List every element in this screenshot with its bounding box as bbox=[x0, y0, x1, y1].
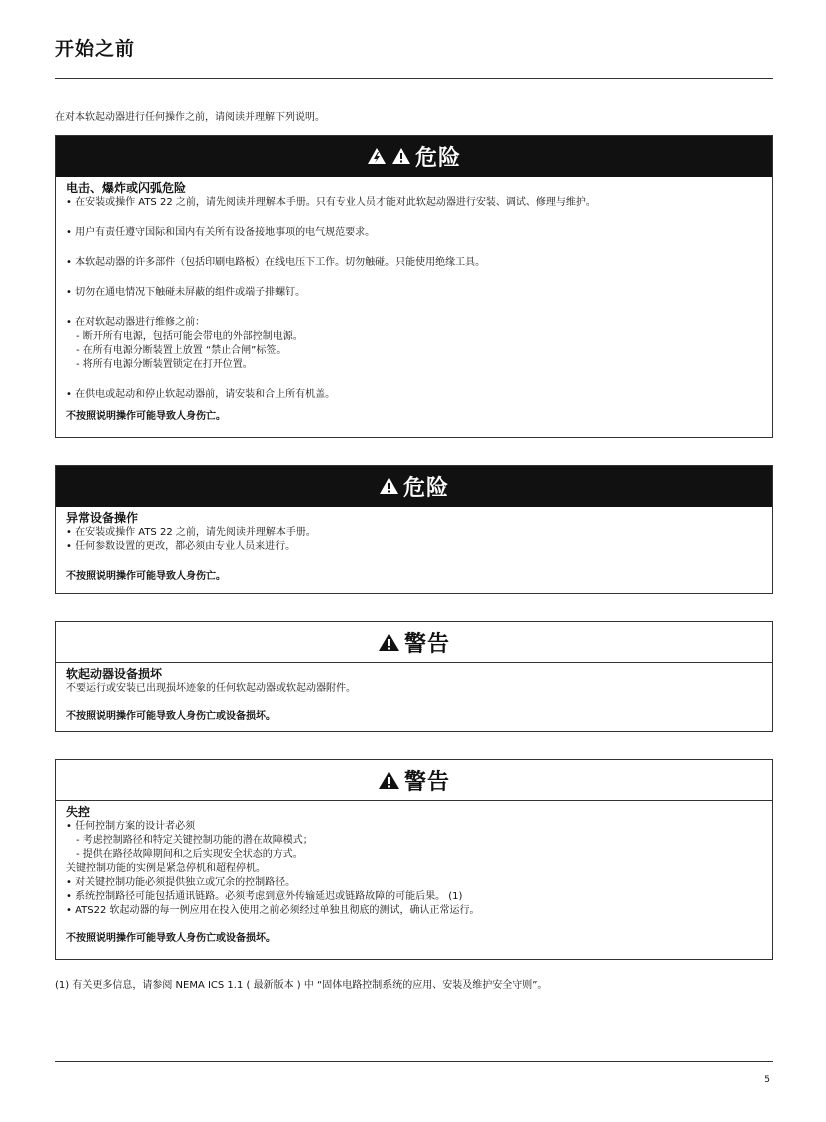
page-number: 5 bbox=[764, 1075, 770, 1085]
danger-title: 危险 bbox=[402, 475, 449, 501]
warning-title: 警告 bbox=[403, 631, 450, 657]
list-item: • 在安装或操作 ATS 22 之前，请先阅读并理解本手册。只有专业人员才能对此软起动器进行安装、调试、修理与维护。 bbox=[66, 197, 596, 208]
warning-triangle-icon bbox=[391, 147, 411, 165]
list-item: • 在对软起动器进行维修之前： bbox=[66, 317, 206, 328]
danger-body bbox=[56, 177, 772, 424]
danger-footer: 不按照说明操作可能导致人身伤亡。 bbox=[66, 571, 226, 582]
warning-title: 警告 bbox=[403, 769, 450, 795]
danger-header bbox=[56, 466, 772, 507]
danger-subtitle: 电击、爆炸或闪弧危险 bbox=[66, 181, 187, 195]
list-subitem: - 提供在路径故障期间和之后实现安全状态的方式。 bbox=[76, 849, 303, 860]
list-item: • 本软起动器的许多部件（包括印刷电路板）在线电压下工作。切勿触碰。只能使用绝缘工具。 bbox=[66, 257, 486, 268]
list-item: • 任何控制方案的设计者必须 bbox=[66, 821, 196, 832]
warning-footer: 不按照说明操作可能导致人身伤亡或设备损坏。 bbox=[66, 933, 276, 944]
warning-box-damage bbox=[55, 621, 773, 732]
list-subitem: - 将所有电源分断装置锁定在打开位置。 bbox=[76, 359, 253, 370]
warning-triangle-icon bbox=[379, 477, 399, 495]
list-item: • 系统控制路径可能包括通讯链路。必须考虑到意外传输延迟或链路故障的可能后果。 (1) bbox=[66, 891, 463, 902]
list-item: • 切勿在通电情况下触碰未屏蔽的组件或端子排螺钉。 bbox=[66, 287, 306, 298]
list-item: • 用户有责任遵守国际和国内有关所有设备接地事项的电气规范要求。 bbox=[66, 227, 376, 238]
warning-triangle-icon bbox=[378, 633, 400, 652]
warning-header bbox=[56, 760, 772, 801]
list-item: • 对关键控制功能必须提供独立或冗余的控制路径。 bbox=[66, 877, 296, 888]
list-item: • 任何参数设置的更改，都必须由专业人员来进行。 bbox=[66, 541, 296, 552]
list-item: 关键控制功能的实例是紧急停机和超程停机。 bbox=[66, 863, 266, 874]
danger-subtitle: 异常设备操作 bbox=[66, 511, 139, 525]
danger-box-electric bbox=[55, 135, 773, 438]
danger-title: 危险 bbox=[414, 145, 461, 171]
warning-triangle-icon bbox=[378, 771, 400, 790]
list-item: • 在供电或起动和停止软起动器前，请安装和合上所有机盖。 bbox=[66, 389, 336, 400]
footnote: (1) 有关更多信息，请参阅 NEMA ICS 1.1 ( 最新版本 ) 中 “固体电路控制系统的应用、安装及维护安全守则”。 bbox=[55, 980, 548, 991]
danger-body bbox=[56, 507, 772, 584]
list-subitem: - 在所有电源分断装置上放置 “禁止合闸”标签。 bbox=[76, 345, 287, 356]
bottom-divider bbox=[55, 1061, 773, 1062]
danger-header bbox=[56, 136, 772, 177]
danger-box-abnormal bbox=[55, 465, 773, 594]
list-subitem: - 考虑控制路径和特定关键控制功能的潜在故障模式； bbox=[76, 835, 313, 846]
warning-subtitle: 失控 bbox=[66, 805, 91, 819]
warning-body bbox=[56, 663, 772, 724]
danger-footer: 不按照说明操作可能导致人身伤亡。 bbox=[66, 411, 226, 422]
list-item: • ATS22 软起动器的每一例应用在投入使用之前必须经过单独且彻底的测试，确认正常运行。 bbox=[66, 905, 480, 916]
warning-body bbox=[56, 801, 772, 946]
top-divider bbox=[55, 78, 773, 79]
list-item: 不要运行或安装已出现损坏迹象的任何软起动器或软起动器附件。 bbox=[66, 683, 356, 694]
warning-header bbox=[56, 622, 772, 663]
lightning-hazard-icon bbox=[367, 147, 387, 165]
list-subitem: - 断开所有电源，包括可能会带电的外部控制电源。 bbox=[76, 331, 303, 342]
list-item: • 在安装或操作 ATS 22 之前，请先阅读并理解本手册。 bbox=[66, 527, 316, 538]
page-title: 开始之前 bbox=[55, 38, 136, 60]
warning-box-control-loss bbox=[55, 759, 773, 960]
warning-footer: 不按照说明操作可能导致人身伤亡或设备损坏。 bbox=[66, 711, 276, 722]
warning-subtitle: 软起动器设备损坏 bbox=[66, 667, 163, 681]
intro-text: 在对本软起动器进行任何操作之前，请阅读并理解下列说明。 bbox=[55, 112, 325, 123]
